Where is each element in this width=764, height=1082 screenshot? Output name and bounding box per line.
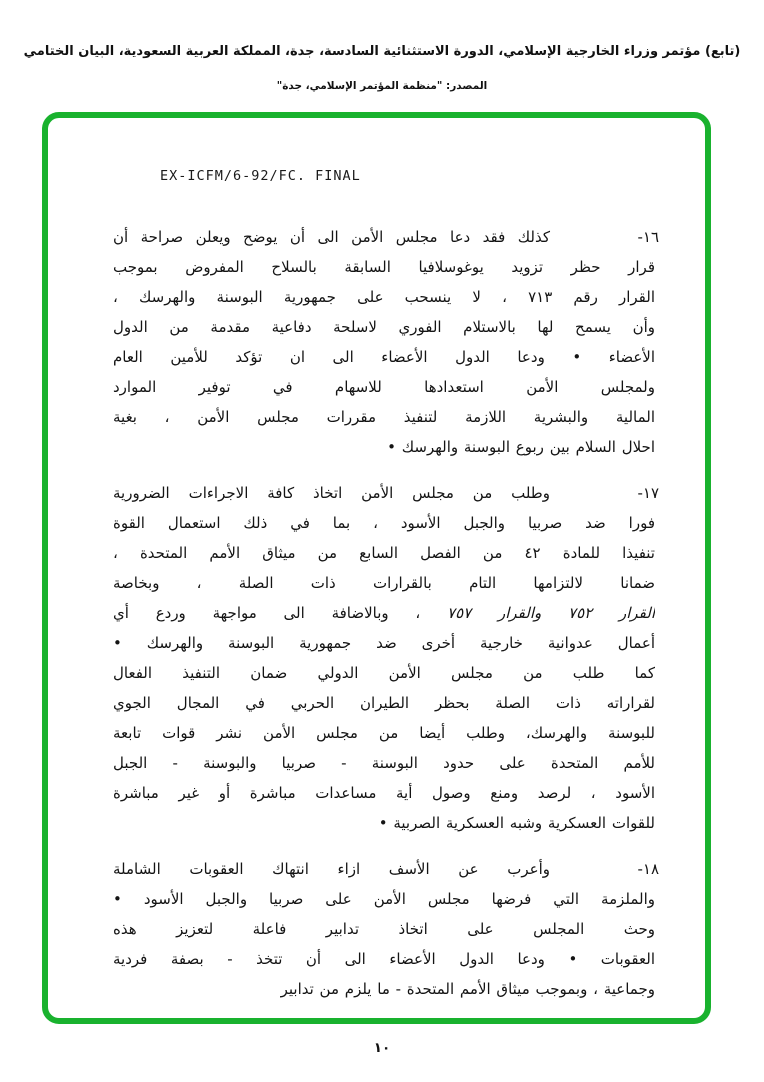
paragraph-line: الأعضاء • ودعا الدول الأعضاء الى ان تؤكد للأمين العام [113, 348, 655, 366]
content-frame-border [42, 112, 711, 1024]
paragraph-number: -١٦ [637, 228, 659, 246]
paragraph-line: للأمم المتحدة على حدود البوسنة - صربيا والبوسنة - الجبل [113, 754, 655, 772]
paragraph-line: ولمجلس الأمن استعدادها للاسهام في توفير الموارد [113, 378, 655, 396]
paragraph-line: وحث المجلس على اتخاذ تدابير فاعلة لتعزيز هذه [113, 920, 655, 938]
paragraph [113, 478, 659, 838]
paragraph-number: -١٨ [637, 860, 659, 878]
paragraphs-container [113, 222, 659, 1004]
paragraph [113, 854, 659, 1004]
paragraph-line: وجماعية ، وبموجب ميثاق الأمم المتحدة - ما يلزم من تدابير [280, 980, 655, 998]
paragraph-line: كما طلب من مجلس الأمن الدولي ضمان التنفيذ الفعال [113, 664, 655, 682]
italic-text-segment: القرار ٧٥٢ والقرار ٧٥٧ [447, 604, 655, 622]
paragraph-line: احلال السلام بين ربوع البوسنة والهرسك • [387, 438, 655, 456]
paragraph-line: أعمال عدوانية خارجية أخرى ضد جمهورية البوسنة والهرسك • [113, 634, 655, 652]
paragraph-line: للقوات العسكرية وشبه العسكرية الصربية • [378, 814, 655, 832]
paragraph-line: تنفيذا للمادة ٤٢ من الفصل السابع من ميثاق الأمم المتحدة ، [113, 544, 655, 562]
paragraph-line: وأن يسمح لها بالاستلام الفوري لاسلحة دفاعية مقدمة من الدول [113, 318, 655, 336]
page-number: ١٠ [373, 1040, 391, 1056]
paragraph-line: كذلك فقد دعا مجلس الأمن الى أن يوضح ويعلن صراحة أن [113, 228, 550, 246]
paragraph-line: قرار حظر تزويد يوغوسلافيا السابقة بالسلاح المفروض بموجب [113, 258, 655, 276]
paragraph [113, 222, 659, 462]
text-segment: ، وبالاضافة الى مواجهة وردع أي [113, 604, 448, 622]
document-header-source: المصدر: "منظمة المؤتمر الإسلامي، جدة" [276, 80, 488, 92]
paragraph-number: -١٧ [637, 484, 659, 502]
paragraph-line: العقوبات • ودعا الدول الأعضاء الى أن تتخذ - بصفة فردية [113, 950, 655, 968]
paragraph-line: للبوسنة والهرسك، وطلب أيضا من مجلس الأمن نشر قوات تابعة [113, 724, 655, 742]
paragraph-line: وطلب من مجلس الأمن اتخاذ كافة الاجراءات الضرورية [113, 484, 550, 502]
document-header-title: (تابع) مؤتمر وزراء الخارجية الإسلامي، الدورة الاستثنائية السادسة، جدة، المملكة العربية السعودية، البيان الختامي [23, 44, 741, 59]
paragraph-line: المالية والبشرية اللازمة لتنفيذ مقررات مجلس الأمن ، بغية [113, 408, 655, 426]
paragraph-line: والملزمة التي فرضها مجلس الأمن على صربيا والجبل الأسود • [113, 890, 655, 908]
document-reference: EX-ICFM/6-92/FC. FINAL [160, 168, 361, 184]
paragraph-line: الأسود ، لرصد ومنع وصول أية مساعدات مباشرة أو غير مباشرة [113, 784, 655, 802]
paragraph-line: ضمانا لالتزامها التام بالقرارات ذات الصلة ، وبخاصة [113, 574, 655, 592]
paragraph-line [113, 598, 655, 628]
paragraph-line: القرار رقم ٧١٣ ، لا ينسحب على جمهورية البوسنة والهرسك ، [113, 288, 655, 306]
paragraph-line: وأعرب عن الأسف ازاء انتهاك العقوبات الشاملة [113, 860, 550, 878]
paragraph-line: لقراراته ذات الصلة بحظر الطيران الحربي في المجال الجوي [113, 694, 655, 712]
paragraph-line: فورا ضد صربيا والجبل الأسود ، بما في ذلك استعمال القوة [113, 514, 655, 532]
